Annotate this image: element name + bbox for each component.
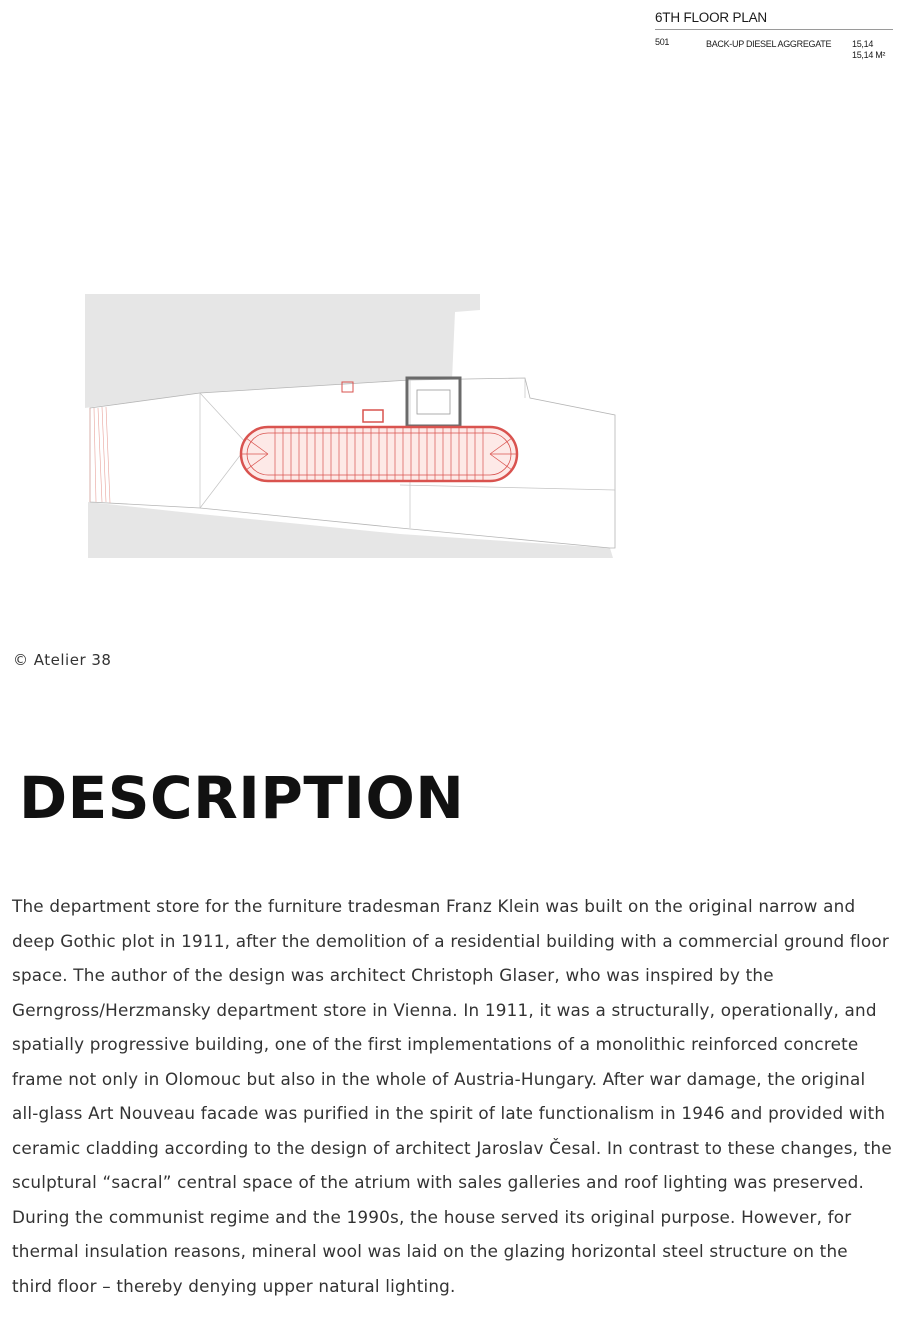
legend-room-number: 501 [655,37,670,47]
floor-plan-drawing [80,290,625,565]
section-heading: DESCRIPTION [19,764,465,832]
floor-plan-legend [655,10,893,67]
legend-title: 6TH FLOOR PLAN [655,10,893,30]
legend-total-area: 15,14 M² [852,50,886,60]
legend-room-name: BACK-UP DIESEL AGGREGATE [706,39,832,49]
description-text: The department store for the furniture tradesman Franz Klein was built on the original narrow and deep Gothic plot in 1911, after the demolition of a residential building with a commercial ground floor space. The author of the design was architect Christoph Glaser, who was inspired by the Gerngross/Herzmansky department store in Vienna. In 1911, it was a structurally, operationally, and spatially progressive building, one of the first implementations of a monolithic reinforced concrete frame not only in Olomouc but also in the whole of Austria-Hungary. After war damage, the original all-glass Art Nouveau facade was purified in the spirit of late functionalism in 1946 and provided with ceramic cladding according to the design of architect Jaroslav Česal. In contrast to these changes, the sculptural “sacral” central space of the atrium with sales galleries and roof lighting was preserved. During the communist regime and the 1990s, the house served its original purpose. However, for thermal insulation reasons, mineral wool was laid on the glazing horizontal steel structure on the third floor – thereby denying upper natural lighting. [12,896,892,1296]
legend-row [655,37,893,67]
image-credit: © Atelier 38 [13,651,112,669]
legend-room-area: 15,14 [852,39,874,49]
